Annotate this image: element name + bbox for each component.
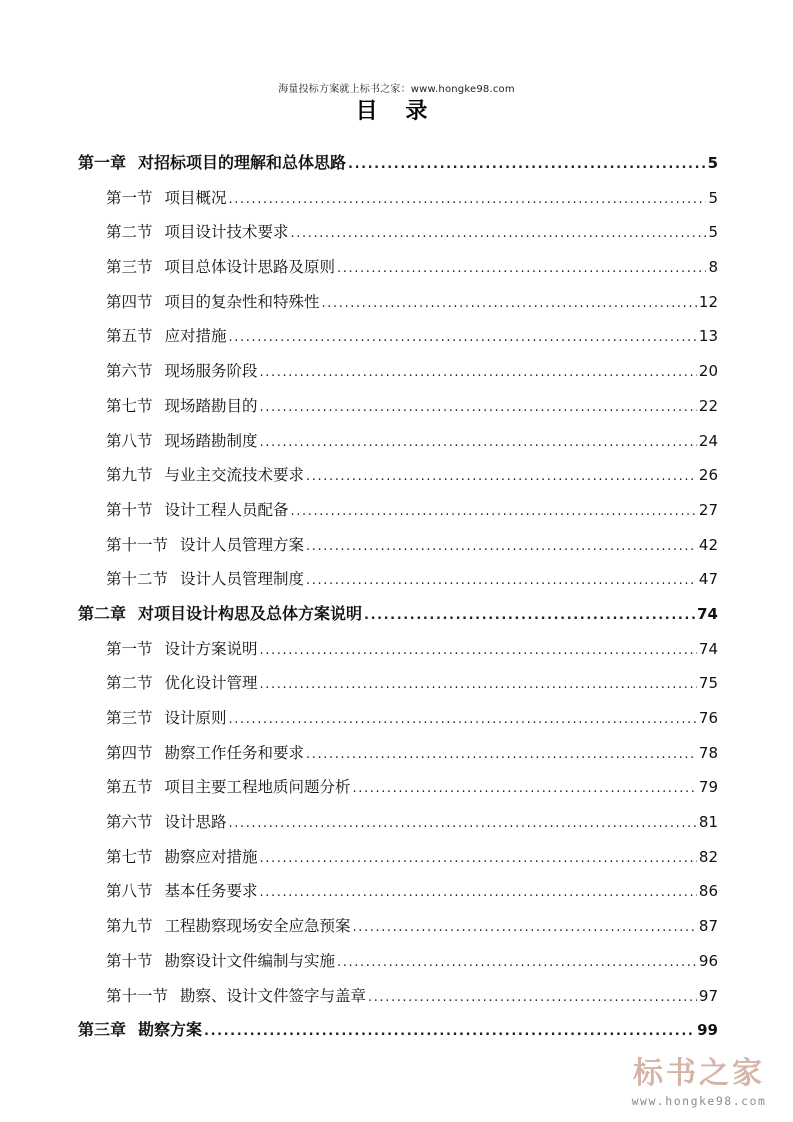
toc-entry-number: 第六节 [106,813,153,832]
toc-dot-leader [260,876,697,911]
toc-page-number: 79 [698,778,718,797]
toc-entry-title: 现场踏勘目的 [164,396,258,415]
toc-page-number: 81 [698,813,718,832]
toc-entry-number: 第十节 [106,951,153,970]
header-note: 海量投标方案就上标书之家：www.hongke98.com [278,84,515,95]
toc-entry-label [78,1013,202,1048]
toc-dot-leader [337,946,697,981]
toc-entry-label [106,979,366,1014]
toc-page-number: 47 [698,570,718,589]
toc-section-entry[interactable] [78,424,718,459]
toc-entry-number: 第六节 [106,362,153,381]
toc-entry-number: 第七节 [106,396,153,415]
toc-entry-title: 现场踏勘制度 [164,431,258,450]
table-of-contents [78,146,718,1048]
toc-entry-title: 现场服务阶段 [164,362,258,381]
toc-dot-leader [337,252,706,287]
toc-dot-leader [229,183,707,218]
toc-dot-leader [291,217,707,252]
toc-entry-label [106,354,258,389]
toc-dot-leader [260,668,697,703]
toc-entry-title: 设计方案说明 [164,639,258,658]
toc-entry-title: 对招标项目的理解和总体思路 [138,153,347,172]
toc-page-number: 78 [698,743,718,762]
toc-section-entry[interactable] [78,389,718,424]
toc-dot-leader [260,842,697,877]
toc-entry-title: 勘察设计文件编制与实施 [164,951,336,970]
toc-entry-label [106,215,289,250]
toc-entry-number: 第二节 [106,223,153,242]
toc-page-number: 22 [698,396,718,415]
toc-page-number: 20 [698,362,718,381]
toc-entry-label [78,597,362,632]
toc-entry-label [106,319,227,354]
toc-entry-label [106,528,304,563]
toc-entry-label [106,250,335,285]
toc-entry-title: 勘察工作任务和要求 [164,743,305,762]
toc-entry-label [106,874,258,909]
toc-entry-title: 工程勘察现场安全应急预案 [164,917,351,936]
toc-entry-title: 勘察应对措施 [164,847,258,866]
toc-entry-number: 第七节 [106,847,153,866]
toc-entry-label [106,666,258,701]
toc-entry-number: 第十二节 [106,570,169,589]
toc-dot-leader [368,981,697,1016]
toc-section-entry[interactable] [78,215,718,250]
toc-entry-title: 项目的复杂性和特殊性 [164,292,320,311]
toc-section-entry[interactable] [78,562,718,597]
toc-section-entry[interactable] [78,701,718,736]
toc-entry-title: 勘察、设计文件签字与盖章 [180,986,367,1005]
toc-dot-leader [306,738,697,773]
toc-entry-label [78,146,346,181]
toc-entry-label [106,944,335,979]
page-title: 目 录 [355,99,438,124]
toc-entry-label [106,770,351,805]
toc-section-entry[interactable] [78,458,718,493]
toc-dot-leader [306,460,697,495]
toc-section-entry[interactable] [78,666,718,701]
toc-entry-title: 设计思路 [164,813,227,832]
toc-entry-label [106,805,227,840]
toc-section-entry[interactable] [78,840,718,875]
toc-dot-leader [353,911,697,946]
toc-section-entry[interactable] [78,285,718,320]
toc-dot-leader [322,287,697,322]
toc-entry-label [106,493,289,528]
toc-entry-number: 第四节 [106,292,153,311]
toc-entry-label [106,181,227,216]
toc-dot-leader [229,807,697,842]
toc-dot-leader [260,634,697,669]
toc-section-entry[interactable] [78,770,718,805]
toc-entry-title: 对项目设计构思及总体方案说明 [138,603,363,623]
toc-section-entry[interactable] [78,736,718,771]
watermark-name: 标书之家 [633,1056,765,1091]
toc-dot-leader [260,391,697,426]
toc-entry-number: 第十节 [106,500,153,519]
toc-entry-title: 设计工程人员配备 [164,500,289,519]
toc-section-entry[interactable] [78,632,718,667]
toc-section-entry[interactable] [78,528,718,563]
toc-section-entry[interactable] [78,874,718,909]
toc-entry-number: 第五节 [106,327,153,346]
watermark-logo [619,1048,779,1108]
toc-dot-leader [348,148,706,183]
toc-entry-number: 第一章 [78,153,127,172]
toc-entry-label [106,458,304,493]
toc-entry-title: 设计人员管理方案 [180,535,305,554]
toc-page-number: 5 [708,223,718,242]
toc-page-number: 12 [698,292,718,311]
toc-entry-label [106,424,258,459]
toc-dot-leader [229,321,697,356]
toc-entry-title: 设计原则 [164,709,227,727]
toc-section-entry[interactable] [78,181,718,216]
toc-page-number: 5 [708,188,718,207]
toc-section-entry[interactable] [78,354,718,389]
toc-entry-title: 项目概况 [164,188,227,207]
toc-dot-leader [364,599,695,634]
toc-entry-title: 优化设计管理 [164,674,258,693]
toc-entry-number: 第三节 [106,258,153,277]
toc-entry-number: 第二章 [78,603,127,623]
toc-entry-title: 应对措施 [164,327,227,346]
toc-entry-number: 第九节 [106,917,153,936]
toc-entry-number: 第九节 [106,466,153,485]
toc-section-entry[interactable] [78,493,718,528]
toc-page-number: 87 [698,917,718,936]
toc-entry-number: 第八节 [106,431,153,450]
toc-entry-number: 第一节 [106,188,153,207]
toc-entry-label [106,632,258,667]
toc-entry-title: 设计人员管理制度 [180,570,305,589]
toc-entry-title: 基本任务要求 [164,882,258,901]
toc-dot-leader [306,564,697,599]
toc-section-entry[interactable] [78,944,718,979]
toc-entry-title: 项目设计技术要求 [164,223,289,242]
toc-section-entry[interactable] [78,805,718,840]
toc-page-number: 27 [698,500,718,519]
toc-entry-title: 项目主要工程地质问题分析 [164,778,351,797]
toc-dot-leader [260,426,697,461]
toc-entry-number: 第五节 [106,778,153,797]
toc-entry-title: 勘察方案 [138,1020,203,1040]
toc-entry-title: 与业主交流技术要求 [164,466,305,485]
toc-page-number: 76 [698,709,718,727]
toc-entry-label [106,701,227,736]
toc-entry-number: 第三节 [106,709,153,727]
toc-chapter-entry[interactable] [78,146,718,181]
toc-page-number: 42 [698,535,718,554]
toc-page-number: 99 [697,1021,718,1040]
toc-entry-label [106,909,351,944]
toc-entry-label [106,285,320,320]
toc-page-number: 5 [707,154,718,172]
toc-page-number: 13 [698,327,718,346]
toc-entry-number: 第八节 [106,882,153,901]
toc-entry-number: 第四节 [106,743,153,762]
toc-section-entry[interactable] [78,250,718,285]
toc-entry-number: 第十一节 [106,535,169,554]
toc-chapter-entry[interactable] [78,597,718,632]
toc-page-number: 82 [698,847,718,866]
toc-entry-number: 第二节 [106,674,153,693]
toc-dot-leader [306,530,697,565]
toc-section-entry[interactable] [78,319,718,354]
toc-entry-label [106,389,258,424]
toc-page-number: 75 [698,674,718,693]
toc-page-number: 24 [698,431,718,450]
watermark-url: www.hongke98.com [631,1094,767,1108]
toc-entry-label [106,736,304,771]
toc-entry-label [106,562,304,597]
toc-dot-leader [229,703,697,738]
toc-page-number: 74 [698,639,718,658]
toc-entry-label [106,840,258,875]
toc-chapter-entry[interactable] [78,1013,718,1048]
toc-dot-leader [204,1015,695,1050]
toc-dot-leader [291,495,697,530]
toc-page-number: 97 [698,986,718,1005]
toc-page-number: 74 [697,604,718,623]
toc-entry-number: 第十一节 [106,986,169,1005]
toc-dot-leader [260,356,697,391]
toc-section-entry[interactable] [78,979,718,1014]
toc-page-number: 26 [698,466,718,485]
toc-entry-number: 第三章 [78,1020,127,1040]
toc-entry-number: 第一节 [106,639,153,658]
toc-section-entry[interactable] [78,909,718,944]
toc-dot-leader [353,772,697,807]
toc-page-number: 8 [708,258,718,277]
toc-entry-title: 项目总体设计思路及原则 [164,258,336,277]
toc-page-number: 86 [698,882,718,901]
toc-page-number: 96 [698,951,718,970]
